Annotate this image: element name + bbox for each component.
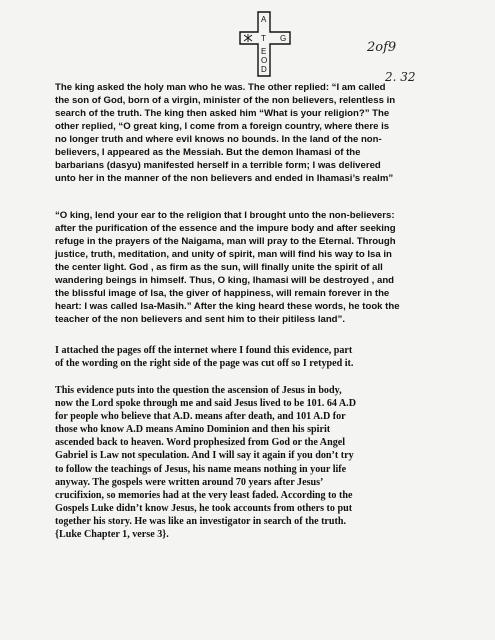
cross-icon bbox=[232, 8, 304, 80]
paragraph-king-dialogue: The king asked the holy man who he was. The other replied: “I am called the son of God, born of a virgin, minister of the non believers, relentless in search of the truth. The king then asked him “What is your religion?” The other replied, “O great king, I come from a foreign country, where there is no longer truth and where evil knows no bounds. In the land of the non- believers, I appeared as the Messiah. But the demon Ihamasi of the barbarians (dasyu) manifested herself in a terrible form; I was delivered unto her in the manner of the non believers and ended in Ihamasi’s realm” bbox=[55, 82, 396, 184]
cross-letter-lower-3: D bbox=[261, 65, 267, 74]
cross-letter-right: G bbox=[280, 34, 287, 43]
handwritten-reference-number: 2. 32 bbox=[385, 70, 416, 84]
cross-letter-lower-2: O bbox=[261, 56, 268, 65]
handwritten-page-number: 2of9 bbox=[367, 40, 397, 55]
paragraph-attachment-note: I attached the pages off the internet where I found this evidence, part of the wording on the right side of the page was cut off so I retyped it. bbox=[55, 345, 354, 370]
cross-letter-lower-1: E bbox=[261, 47, 267, 56]
cross-letter-center: T bbox=[261, 34, 266, 43]
cross-letter-top: A bbox=[261, 15, 267, 24]
paragraph-ascension-commentary: This evidence puts into the question the ascension of Jesus in body, now the Lord spoke through me and said Jesus lived to be 101. 64 A.D for people who believe that A.D. means after death, and 101 A.D for those who know A.D means Amino Dominion and then his spirit ascended back to heaven. Word prophesized from God or the Angel Gabriel is Law not speculation. And I will say it again if you don’t try to follow the teachings of Jesus, his name means nothing in your life anyway. The gospels were written around 70 years after Jesus’ crucifixion, so memories had at the very least faded. According to the Gospels Luke didn’t know Jesus, he took accounts from others to put together his story. He was like an investigator in search of the truth. {Luke Chapter 1, verse 3}. bbox=[55, 385, 356, 541]
paragraph-religion-teaching: “O king, lend your ear to the religion that I brought unto the non-believers: after the purification of the essence and the impure body and after seeking refuge in the prayers of the Naigama, man will pray to the Eternal. Through justice, truth, meditation, and unity of spirit, man will find his way to Isa in the center light. God , as firm as the sun, will finally unite the spirit of all wandering beings in himself. Thus, O king, Ihamasi will be destroyed , and the blissful image of Isa, the giver of happiness, will remain forever in the heart: I was called Isa-Masih.” After the king heard these words, he took the teacher of the non believers and sent him to their pitiless land”. bbox=[55, 210, 400, 325]
